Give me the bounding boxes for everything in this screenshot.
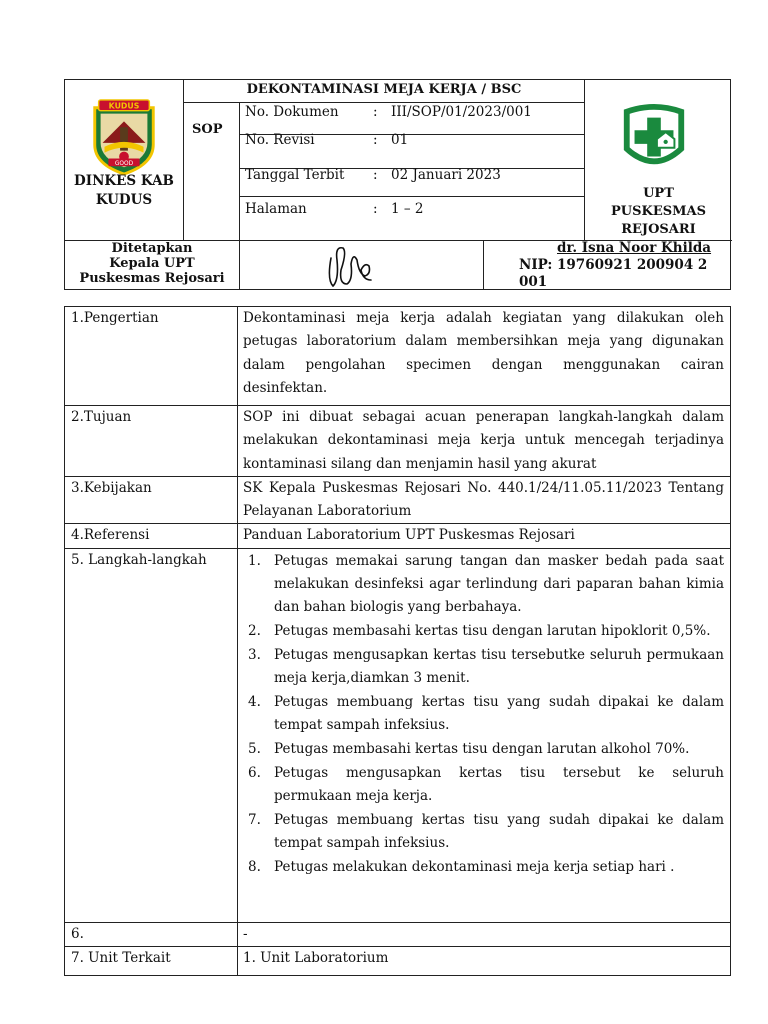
step-text: Petugas membasahi kertas tisu dengan larutan hipoklorit 0,5%. xyxy=(274,623,711,640)
step-number: 8. xyxy=(248,859,261,876)
langkah-list xyxy=(243,549,724,882)
six-text: - xyxy=(238,922,731,946)
grid-line xyxy=(239,102,240,240)
sop-content-table xyxy=(64,306,731,976)
rejosari-line: REJOSARI xyxy=(621,222,696,237)
sop-label: SOP xyxy=(192,122,223,137)
puskesmas-rejosari-line: Puskesmas Rejosari xyxy=(79,271,225,286)
step-text: Petugas mengusapkan kertas tisu tersebutke seluruh permukaan meja kerja,diamkan 3 menit. xyxy=(274,646,724,687)
kepala-nip: NIP: 19760921 200904 2 001 xyxy=(519,257,708,290)
tujuan-text: SOP ini dibuat sebagai acuan penerapan langkah-langkah dalam melakukan dekontaminasi meja kerja untuk mencegah terjadinya kontaminasi silang dan menjamin hasil yang akurat xyxy=(238,406,731,477)
step-number: 7. xyxy=(248,812,261,829)
meta-value-no-revisi: 01 xyxy=(391,132,409,148)
step-text: Petugas membuang kertas tisu yang sudah dipakai ke dalam tempat sampah infeksius. xyxy=(274,812,724,852)
row-label: 7. Unit Terkait xyxy=(65,947,238,976)
list-item xyxy=(243,856,724,879)
kepala-name: dr. Isna Noor Khilda xyxy=(557,240,712,256)
step-text: Petugas melakukan dekontaminasi meja kerja setiap hari . xyxy=(274,859,675,876)
kudus-regency-emblem xyxy=(85,98,163,176)
step-text: Petugas memakai sarung tangan dan masker bedah pada saat melakukan desinfeksi agar terlindung dari paparan bahan kimia dan bahan biologis yang berbahaya. xyxy=(274,552,724,616)
meta-value-no-dokumen: III/SOP/01/2023/001 xyxy=(391,104,532,120)
step-number: 3. xyxy=(248,646,261,663)
grid-line xyxy=(183,80,184,240)
referensi-text: Panduan Laboratorium UPT Puskesmas Rejosari xyxy=(238,524,731,548)
unit-terkait-text: 1. Unit Laboratorium xyxy=(238,947,731,976)
signature xyxy=(323,240,393,290)
meta-colon: : xyxy=(373,201,378,217)
kudus-logo-cell xyxy=(65,80,183,240)
step-text: Petugas membasahi kertas tisu dengan larutan alkohol 70%. xyxy=(274,741,690,758)
upt-label xyxy=(585,185,732,239)
step-number: 2. xyxy=(248,623,261,640)
meta-value-halaman: 1 – 2 xyxy=(391,201,424,217)
row-label: 3.Kebijakan xyxy=(65,476,238,524)
row-label: 4.Referensi xyxy=(65,524,238,548)
logo-bottom-text: GOOD xyxy=(114,160,134,167)
meta-label-tanggal-terbit: Tanggal Terbit xyxy=(245,167,345,183)
meta-label-no-revisi: No. Revisi xyxy=(245,132,315,148)
step-text: Petugas membuang kertas tisu yang sudah dipakai ke dalam tempat sampah infeksius. xyxy=(274,694,724,734)
step-number: 6. xyxy=(248,764,261,781)
list-item xyxy=(243,809,724,856)
sop-header-table xyxy=(64,79,731,290)
ditetapkan-label xyxy=(65,240,239,286)
step-number: 5. xyxy=(248,741,261,758)
step-number: 4. xyxy=(248,694,261,711)
langkah-list-cell xyxy=(238,548,731,922)
puskesmas-line: PUSKESMAS xyxy=(611,204,706,219)
kebijakan-text: SK Kepala Puskesmas Rejosari No. 440.1/24/11.05.11/2023 Tentang Pelayanan Laboratorium xyxy=(238,476,731,524)
table-row xyxy=(65,476,731,524)
kepala-identity xyxy=(483,240,731,291)
step-number: 1. xyxy=(248,552,261,569)
row-label: 6. xyxy=(65,922,238,946)
pengertian-text: Dekontaminasi meja kerja adalah kegiatan yang dilakukan oleh petugas laboratorium dalam membersihkan meja yang digunakan dalam pengolahan specimen dengan menggunakan cairan desinfektan. xyxy=(238,307,731,406)
meta-colon: : xyxy=(373,167,378,183)
row-label: 5. Langkah-langkah xyxy=(65,548,238,922)
row-label: 1.Pengertian xyxy=(65,307,238,406)
ditetapkan-line: Ditetapkan xyxy=(111,241,193,256)
table-row xyxy=(65,947,731,976)
list-item xyxy=(243,620,724,643)
step-text: Petugas mengusapkan kertas tisu tersebut ke seluruh permukaan meja kerja. xyxy=(274,764,724,805)
table-row xyxy=(65,922,731,946)
grid-line xyxy=(183,102,584,103)
upt-line: UPT xyxy=(643,186,674,201)
meta-colon: : xyxy=(373,132,378,148)
list-item xyxy=(243,762,724,809)
meta-label-no-dokumen: No. Dokumen xyxy=(245,104,339,120)
list-item xyxy=(243,738,724,761)
list-item xyxy=(243,644,724,691)
dinkes-label: DINKES KAB KUDUS xyxy=(74,173,174,208)
row-label: 2.Tujuan xyxy=(65,406,238,477)
kepala-upt-line: Kepala UPT xyxy=(109,256,195,271)
logo-banner-text: KUDUS xyxy=(108,101,140,111)
table-row xyxy=(65,307,731,406)
meta-colon: : xyxy=(373,104,378,120)
grid-line xyxy=(239,196,584,197)
puskesmas-logo xyxy=(615,102,693,174)
meta-label-halaman: Halaman xyxy=(245,201,307,217)
list-item xyxy=(243,550,724,620)
meta-value-tanggal-terbit: 02 Januari 2023 xyxy=(391,167,501,183)
table-row xyxy=(65,548,731,922)
table-row xyxy=(65,524,731,548)
document-title: DEKONTAMINASI MEJA KERJA / BSC xyxy=(246,82,522,97)
table-row xyxy=(65,406,731,477)
grid-line xyxy=(239,240,240,290)
list-item xyxy=(243,691,724,738)
